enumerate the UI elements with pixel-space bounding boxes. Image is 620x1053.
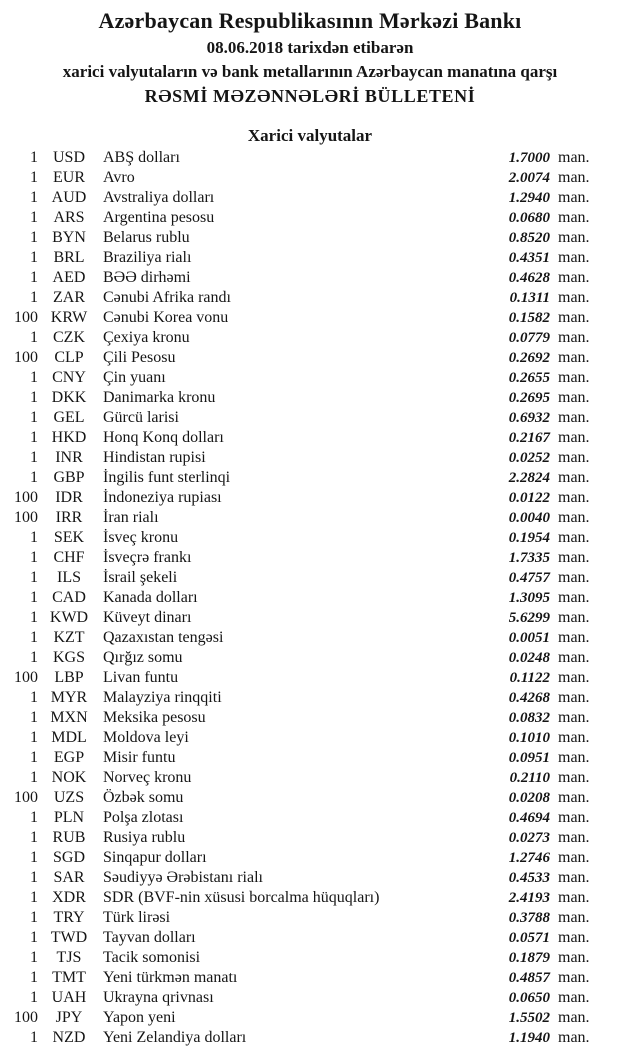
rate-unit-label: man.	[558, 149, 590, 166]
currency-name: Özbək somu	[103, 789, 184, 806]
rate-unit-label: man.	[558, 609, 590, 626]
rate-quantity: 1	[30, 849, 38, 866]
rate-quantity: 1	[30, 769, 38, 786]
currency-name: Gürcü larisi	[103, 409, 179, 426]
rate-value: 0.4857	[508, 970, 550, 986]
currency-code: MYR	[50, 689, 88, 706]
currency-name: Qazaxıstan tengəsi	[103, 629, 224, 646]
currency-name: İndoneziya rupiası	[103, 489, 222, 506]
rate-quantity: 1	[30, 189, 38, 206]
rate-value: 2.0074	[508, 170, 550, 186]
rate-quantity: 1	[30, 469, 38, 486]
rate-unit-label: man.	[558, 869, 590, 886]
rate-unit-label: man.	[558, 449, 590, 466]
rate-row	[0, 688, 620, 708]
currency-name: Yeni türkmən manatı	[103, 969, 238, 986]
rate-value: 2.4193	[508, 890, 550, 906]
rate-value: 0.0832	[508, 710, 550, 726]
rate-row	[0, 328, 620, 348]
rate-value: 5.6299	[508, 610, 550, 626]
rate-unit-label: man.	[558, 749, 590, 766]
currency-code: SAR	[53, 869, 85, 886]
rate-quantity: 1	[30, 869, 38, 886]
rate-unit-label: man.	[558, 729, 590, 746]
currency-name: Danimarka kronu	[103, 389, 216, 406]
rate-row	[0, 168, 620, 188]
currency-name: İran rialı	[103, 509, 159, 526]
rate-unit-label: man.	[558, 1029, 590, 1046]
rate-value: 0.4694	[508, 810, 550, 826]
currency-code: DKK	[51, 389, 87, 406]
rate-unit-label: man.	[558, 849, 590, 866]
rate-value: 0.3788	[508, 910, 550, 926]
rate-row	[0, 508, 620, 528]
rate-row	[0, 908, 620, 928]
rate-row	[0, 388, 620, 408]
rate-row	[0, 888, 620, 908]
currency-name: Honq Konq dolları	[103, 429, 224, 446]
rate-row	[0, 428, 620, 448]
rate-row	[0, 348, 620, 368]
rate-unit-label: man.	[558, 509, 590, 526]
currency-code: GBP	[53, 469, 85, 486]
currency-name: Rusiya rublu	[103, 829, 186, 846]
rate-unit-label: man.	[558, 949, 590, 966]
currency-code: IRR	[55, 509, 83, 526]
rate-quantity: 1	[30, 569, 38, 586]
currency-code: EGP	[53, 749, 85, 766]
currency-code: TJS	[56, 949, 82, 966]
rate-unit-label: man.	[558, 829, 590, 846]
rate-unit-label: man.	[558, 969, 590, 986]
rate-value: 0.0650	[508, 990, 550, 1006]
currency-name: İsveçrə frankı	[103, 549, 192, 566]
rate-row	[0, 748, 620, 768]
rate-quantity: 1	[30, 209, 38, 226]
rate-unit-label: man.	[558, 529, 590, 546]
currency-name: ABŞ dolları	[103, 149, 180, 166]
currency-code: INR	[55, 449, 83, 466]
rate-quantity: 1	[30, 589, 38, 606]
currency-name: Ukrayna qrivnası	[103, 989, 214, 1006]
rate-value: 0.1879	[508, 950, 550, 966]
rate-value: 2.2824	[508, 470, 550, 486]
currency-code: CLP	[54, 349, 84, 366]
rate-row	[0, 268, 620, 288]
rate-quantity: 100	[14, 489, 38, 506]
currency-name: Norveç kronu	[103, 769, 192, 786]
rate-value: 0.2110	[509, 770, 550, 786]
rate-quantity: 1	[30, 649, 38, 666]
rate-value: 0.0208	[508, 790, 550, 806]
currency-name: İngilis funt sterlinqi	[103, 469, 231, 486]
rate-row	[0, 948, 620, 968]
currency-name: Braziliya rialı	[103, 249, 192, 266]
currency-code: NOK	[51, 769, 87, 786]
rate-quantity: 1	[30, 1029, 38, 1046]
currency-name: Livan funtu	[103, 669, 179, 686]
rate-quantity: 100	[14, 509, 38, 526]
rate-row	[0, 188, 620, 208]
currency-code: CAD	[52, 589, 86, 606]
currency-code: BYN	[52, 229, 86, 246]
rate-quantity: 1	[30, 989, 38, 1006]
rate-quantity: 1	[30, 229, 38, 246]
rate-row	[0, 148, 620, 168]
rate-quantity: 1	[30, 289, 38, 306]
rate-row	[0, 788, 620, 808]
rate-quantity: 100	[14, 789, 38, 806]
currency-code: KGS	[52, 649, 85, 666]
rate-row	[0, 1028, 620, 1048]
bulletin-subtitle: xarici valyutaların və bank metallarının Azərbaycan manatına qarşı	[62, 62, 558, 81]
currency-code: SGD	[52, 849, 85, 866]
currency-name: Malayziya rinqqiti	[103, 689, 222, 706]
rate-unit-label: man.	[558, 269, 590, 286]
rate-row	[0, 828, 620, 848]
currency-code: KWD	[49, 609, 89, 626]
currency-name: Misir funtu	[103, 749, 176, 766]
currency-code: UZS	[53, 789, 85, 806]
rate-row	[0, 228, 620, 248]
rate-unit-label: man.	[558, 629, 590, 646]
currency-code: XDR	[52, 889, 86, 906]
rate-quantity: 100	[14, 309, 38, 326]
currency-code: ZAR	[53, 289, 85, 306]
rate-value: 0.0252	[508, 450, 550, 466]
rate-value: 0.1311	[509, 290, 550, 306]
rate-value: 0.2167	[508, 430, 550, 446]
rate-row	[0, 468, 620, 488]
currency-code: TMT	[52, 969, 86, 986]
rate-row	[0, 408, 620, 428]
rate-quantity: 1	[30, 709, 38, 726]
rate-unit-label: man.	[558, 169, 590, 186]
currency-name: Cənubi Afrika randı	[103, 289, 231, 306]
rate-row	[0, 608, 620, 628]
rate-quantity: 1	[30, 829, 38, 846]
rate-row	[0, 628, 620, 648]
rate-row	[0, 968, 620, 988]
currency-code: MXN	[50, 709, 88, 726]
rate-quantity: 1	[30, 369, 38, 386]
currency-code: NZD	[52, 1029, 86, 1046]
rate-row	[0, 548, 620, 568]
currency-code: HKD	[51, 429, 87, 446]
rate-value: 0.4268	[508, 690, 550, 706]
rate-row	[0, 448, 620, 468]
rate-value: 1.2940	[508, 190, 550, 206]
rate-row	[0, 988, 620, 1008]
rate-quantity: 100	[14, 669, 38, 686]
currency-name: Tayvan dolları	[103, 929, 196, 946]
rate-quantity: 1	[30, 269, 38, 286]
rate-value: 0.1122	[509, 670, 550, 686]
currency-code: EUR	[53, 169, 85, 186]
currency-code: LBP	[54, 669, 84, 686]
rate-unit-label: man.	[558, 809, 590, 826]
rate-unit-label: man.	[558, 289, 590, 306]
currency-code: SEK	[53, 529, 85, 546]
rate-value: 0.0051	[508, 630, 550, 646]
rate-value: 1.1940	[508, 1030, 550, 1046]
rate-quantity: 1	[30, 949, 38, 966]
rate-unit-label: man.	[558, 649, 590, 666]
rate-quantity: 1	[30, 249, 38, 266]
rate-row	[0, 768, 620, 788]
rate-unit-label: man.	[558, 229, 590, 246]
rate-quantity: 1	[30, 729, 38, 746]
effective-date-line: 08.06.2018 tarixdən etibarən	[206, 38, 414, 57]
currency-code: UAH	[51, 989, 87, 1006]
rate-row	[0, 648, 620, 668]
currency-code: CZK	[53, 329, 85, 346]
rate-value: 0.1010	[508, 730, 550, 746]
currency-code: USD	[52, 149, 85, 166]
currency-code: TWD	[50, 929, 88, 946]
rate-unit-label: man.	[558, 429, 590, 446]
currency-code: MDL	[51, 729, 87, 746]
currency-code: GEL	[53, 409, 85, 426]
rate-row	[0, 708, 620, 728]
rate-unit-label: man.	[558, 489, 590, 506]
rate-value: 0.4533	[508, 870, 550, 886]
currency-name: Küveyt dinarı	[103, 609, 192, 626]
currency-code: KZT	[53, 629, 85, 646]
rate-quantity: 100	[14, 1009, 38, 1026]
currency-name: Türk lirəsi	[103, 909, 171, 926]
rate-value: 1.5502	[508, 1010, 550, 1026]
currency-name: Argentina pesosu	[103, 209, 215, 226]
rate-row	[0, 588, 620, 608]
rate-value: 0.1954	[508, 530, 550, 546]
rate-unit-label: man.	[558, 389, 590, 406]
rate-quantity: 1	[30, 969, 38, 986]
rate-quantity: 1	[30, 629, 38, 646]
currency-name: Avro	[103, 169, 135, 186]
currency-code: JPY	[55, 1009, 83, 1026]
rate-row	[0, 308, 620, 328]
rate-value: 0.4351	[508, 250, 550, 266]
rate-value: 0.1582	[508, 310, 550, 326]
rate-value: 0.0951	[508, 750, 550, 766]
rate-unit-label: man.	[558, 189, 590, 206]
rate-value: 1.2746	[508, 850, 550, 866]
rate-quantity: 1	[30, 809, 38, 826]
rate-quantity: 1	[30, 609, 38, 626]
currency-name: SDR (BVF-nin xüsusi borcalma hüquqları)	[103, 889, 380, 906]
currency-code: KRW	[50, 309, 88, 326]
rate-row	[0, 208, 620, 228]
currency-name: Çili Pesosu	[103, 349, 176, 366]
currency-name: Çexiya kronu	[103, 329, 190, 346]
currency-name: Yapon yeni	[103, 1009, 176, 1026]
currency-code: IDR	[55, 489, 83, 506]
rate-value: 0.4757	[508, 570, 550, 586]
rate-unit-label: man.	[558, 249, 590, 266]
rate-value: 0.0571	[508, 930, 550, 946]
currency-name: Sinqapur dolları	[103, 849, 207, 866]
currency-code: CNY	[52, 369, 86, 386]
rate-unit-label: man.	[558, 769, 590, 786]
rate-row	[0, 928, 620, 948]
currency-name: Kanada dolları	[103, 589, 198, 606]
rate-quantity: 1	[30, 329, 38, 346]
rate-unit-label: man.	[558, 549, 590, 566]
rate-row	[0, 868, 620, 888]
currency-name: Tacik somonisi	[103, 949, 201, 966]
rate-quantity: 1	[30, 169, 38, 186]
rate-row	[0, 1008, 620, 1028]
rate-value: 0.0122	[508, 490, 550, 506]
rate-row	[0, 488, 620, 508]
rate-quantity: 1	[30, 889, 38, 906]
currency-name: Moldova leyi	[103, 729, 189, 746]
currency-code: PLN	[53, 809, 85, 826]
rate-unit-label: man.	[558, 329, 590, 346]
currency-name: Belarus rublu	[103, 229, 190, 246]
currency-code: CHF	[53, 549, 85, 566]
currency-name: Meksika pesosu	[103, 709, 206, 726]
rate-value: 1.7000	[508, 150, 550, 166]
rate-unit-label: man.	[558, 369, 590, 386]
rate-value: 0.0248	[508, 650, 550, 666]
rate-row	[0, 808, 620, 828]
currency-name: Səudiyyə Ərəbistanı rialı	[103, 869, 263, 886]
rate-unit-label: man.	[558, 469, 590, 486]
rate-row	[0, 288, 620, 308]
rate-quantity: 1	[30, 929, 38, 946]
rate-value: 0.0040	[508, 510, 550, 526]
currency-name: İsrail şekeli	[103, 569, 178, 586]
rate-unit-label: man.	[558, 789, 590, 806]
rate-value: 0.2655	[508, 370, 550, 386]
rate-value: 0.2692	[508, 350, 550, 366]
rate-row	[0, 668, 620, 688]
rate-quantity: 1	[30, 149, 38, 166]
rate-value: 0.8520	[508, 230, 550, 246]
rate-value: 0.6932	[508, 410, 550, 426]
rate-unit-label: man.	[558, 669, 590, 686]
bulletin-title: RƏSMİ MƏZƏNNƏLƏRİ BÜLLETENİ	[144, 86, 476, 106]
currency-name: Polşa zlotası	[103, 809, 184, 826]
rate-quantity: 100	[14, 349, 38, 366]
rate-value: 0.0779	[508, 330, 550, 346]
rate-quantity: 1	[30, 909, 38, 926]
rate-value: 0.4628	[508, 270, 550, 286]
rate-quantity: 1	[30, 449, 38, 466]
rate-unit-label: man.	[558, 349, 590, 366]
rate-quantity: 1	[30, 409, 38, 426]
currency-name: Çin yuanı	[103, 369, 166, 386]
rate-row	[0, 568, 620, 588]
currency-name: BƏƏ dirhəmi	[103, 269, 191, 286]
rate-unit-label: man.	[558, 709, 590, 726]
bank-name: Azərbaycan Respublikasının Mərkəzi Bankı	[98, 8, 522, 33]
currency-name: Cənubi Korea vonu	[103, 309, 229, 326]
rate-value: 1.7335	[508, 550, 550, 566]
currency-code: AUD	[51, 189, 87, 206]
section-title-foreign-currencies: Xarici valyutalar	[247, 126, 373, 145]
rate-quantity: 1	[30, 389, 38, 406]
bulletin-header	[0, 6, 620, 108]
rate-value: 0.0680	[508, 210, 550, 226]
rate-row	[0, 368, 620, 388]
rate-unit-label: man.	[558, 409, 590, 426]
rate-quantity: 1	[30, 529, 38, 546]
rate-row	[0, 528, 620, 548]
rate-value: 0.0273	[508, 830, 550, 846]
rate-unit-label: man.	[558, 909, 590, 926]
rate-unit-label: man.	[558, 1009, 590, 1026]
currency-code: BRL	[53, 249, 85, 266]
rate-unit-label: man.	[558, 989, 590, 1006]
rate-unit-label: man.	[558, 689, 590, 706]
rate-unit-label: man.	[558, 569, 590, 586]
currency-code: TRY	[53, 909, 85, 926]
rate-value: 0.2695	[508, 390, 550, 406]
currency-name: Avstraliya dolları	[103, 189, 215, 206]
currency-name: Qırğız somu	[103, 649, 183, 666]
rate-value: 1.3095	[508, 590, 550, 606]
rate-unit-label: man.	[558, 589, 590, 606]
rate-unit-label: man.	[558, 309, 590, 326]
currency-code: RUB	[52, 829, 86, 846]
currency-code: ILS	[57, 569, 81, 586]
rate-row	[0, 728, 620, 748]
rate-quantity: 1	[30, 549, 38, 566]
currency-name: Yeni Zelandiya dolları	[103, 1029, 247, 1046]
rates-table	[0, 148, 620, 1048]
currency-code: AED	[52, 269, 86, 286]
rate-quantity: 1	[30, 429, 38, 446]
rate-quantity: 1	[30, 689, 38, 706]
currency-name: İsveç kronu	[103, 529, 179, 546]
rate-row	[0, 248, 620, 268]
rate-row	[0, 848, 620, 868]
rate-unit-label: man.	[558, 929, 590, 946]
currency-name: Hindistan rupisi	[103, 449, 206, 466]
currency-code: ARS	[53, 209, 85, 226]
rate-unit-label: man.	[558, 889, 590, 906]
rate-unit-label: man.	[558, 209, 590, 226]
rate-quantity: 1	[30, 749, 38, 766]
